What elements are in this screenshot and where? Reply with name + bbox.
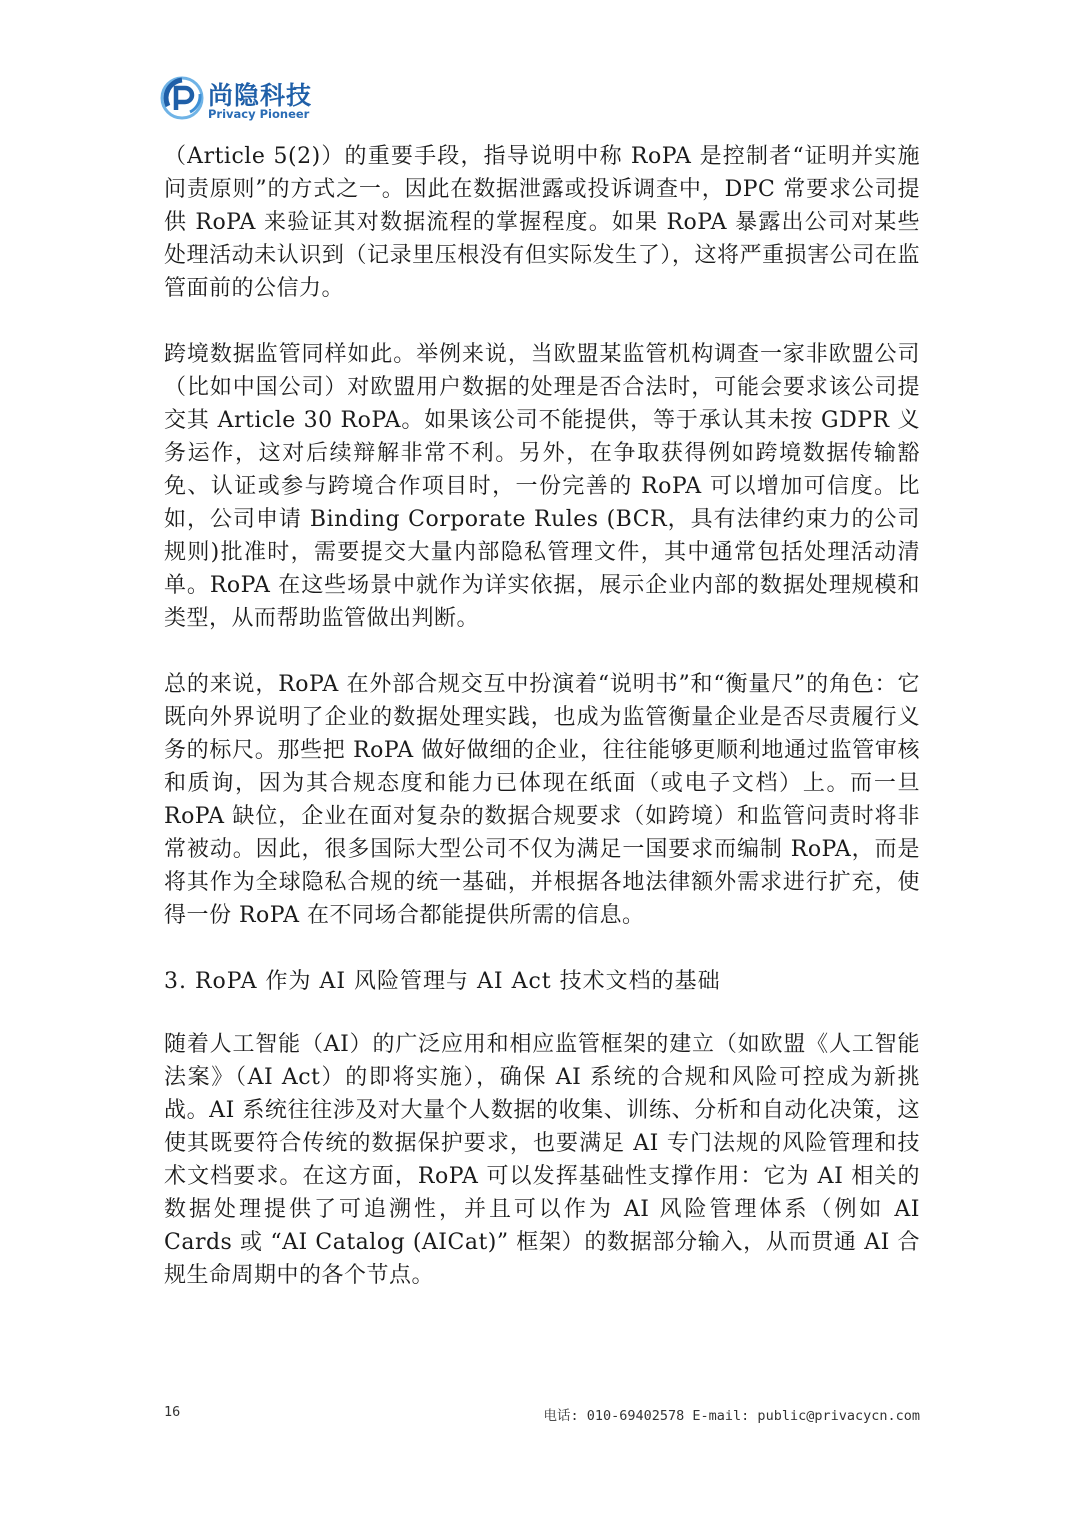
paragraph-4: 随着人工智能（AI）的广泛应用和相应监管框架的建立（如欧盟《人工智能法案》（AI Act）的即将实施），确保 AI 系统的合规和风险可控成为新挑战。AI 系统往往涉及对大量个人数据的收集、训练、分析和自动化决策，这使其既要符合传统的数据保护要求，也要满足 AI 专门法规的风险管理和技术文档要求。在这方面，RoPA 可以发挥基础性支撑作用：它为 AI 相关的数据处理提供了可追溯性，并且可以作为 AI 风险管理体系（例如 AI Cards 或 “AI Catalog (AICat)” 框架）的数据部分输入，从而贯通 AI 合规生命周期中的各个节点。 <box>164 1032 920 1288</box>
section-heading: 3. RoPA 作为 AI 风险管理与 AI Act 技术文档的基础 <box>164 969 721 994</box>
paragraph-2: 跨境数据监管同样如此。举例来说，当欧盟某监管机构调查一家非欧盟公司（比如中国公司）对欧盟用户数据的处理是否合法时，可能会要求该公司提交其 Article 30 RoPA。如果该公司不能提供，等于承认其未按 GDPR 义务运作，这对后续辩解非常不利。另外，在争取获得例如跨境数据传输豁免、认证或参与跨境合作项目时，一份完善的 RoPA 可以增加可信度。比如，公司申请 Binding Corporate Rules (BCR，具有法律约束力的公司规则)批准时，需要提交大量内部隐私管理文件，其中通常包括处理活动清单。RoPA 在这些场景中就作为详实依据，展示企业内部的数据处理规模和类型，从而帮助监管做出判断。 <box>164 342 920 631</box>
company-logo <box>160 76 360 126</box>
paragraph-1: （Article 5(2)）的重要手段，指导说明中称 RoPA 是控制者“证明并实施问责原则”的方式之一。因此在数据泄露或投诉调查中，DPC 常要求公司提供 RoPA 来验证其对数据流程的掌握程度。如果 RoPA 暴露出公司对某些处理活动未认识到（记录里压根没有但实际发生了），这将严重损害公司在监管面前的公信力。 <box>164 144 920 301</box>
page-number: 16 <box>164 1404 181 1420</box>
paragraph-3: 总的来说，RoPA 在外部合规交互中扮演着“说明书”和“衡量尺”的角色：它既向外界说明了企业的数据处理实践，也成为监管衡量企业是否尽责履行义务的标尺。那些把 RoPA 做好做细的企业，往往能够更顺利地通过监管审核和质询，因为其合规态度和能力已体现在纸面（或电子文档）上。而一旦 RoPA 缺位，企业在面对复杂的数据合规要求（如跨境）和监管问责时将非常被动。因此，很多国际大型公司不仅为满足一国要求而编制 RoPA，而是将其作为全球隐私合规的统一基础，并根据各地法律额外需求进行扩充，使得一份 RoPA 在不同场合都能提供所需的信息。 <box>164 672 920 928</box>
logo-english-name: Privacy Pioneer <box>208 107 310 121</box>
contact-info: 电话: 010-69402578 E-mail: public@privacycn.com <box>543 1408 920 1424</box>
logo-chinese-name: 尚隐科技 <box>208 81 313 110</box>
privacy-pioneer-logo-icon <box>160 76 204 120</box>
document-body <box>164 140 920 1325</box>
